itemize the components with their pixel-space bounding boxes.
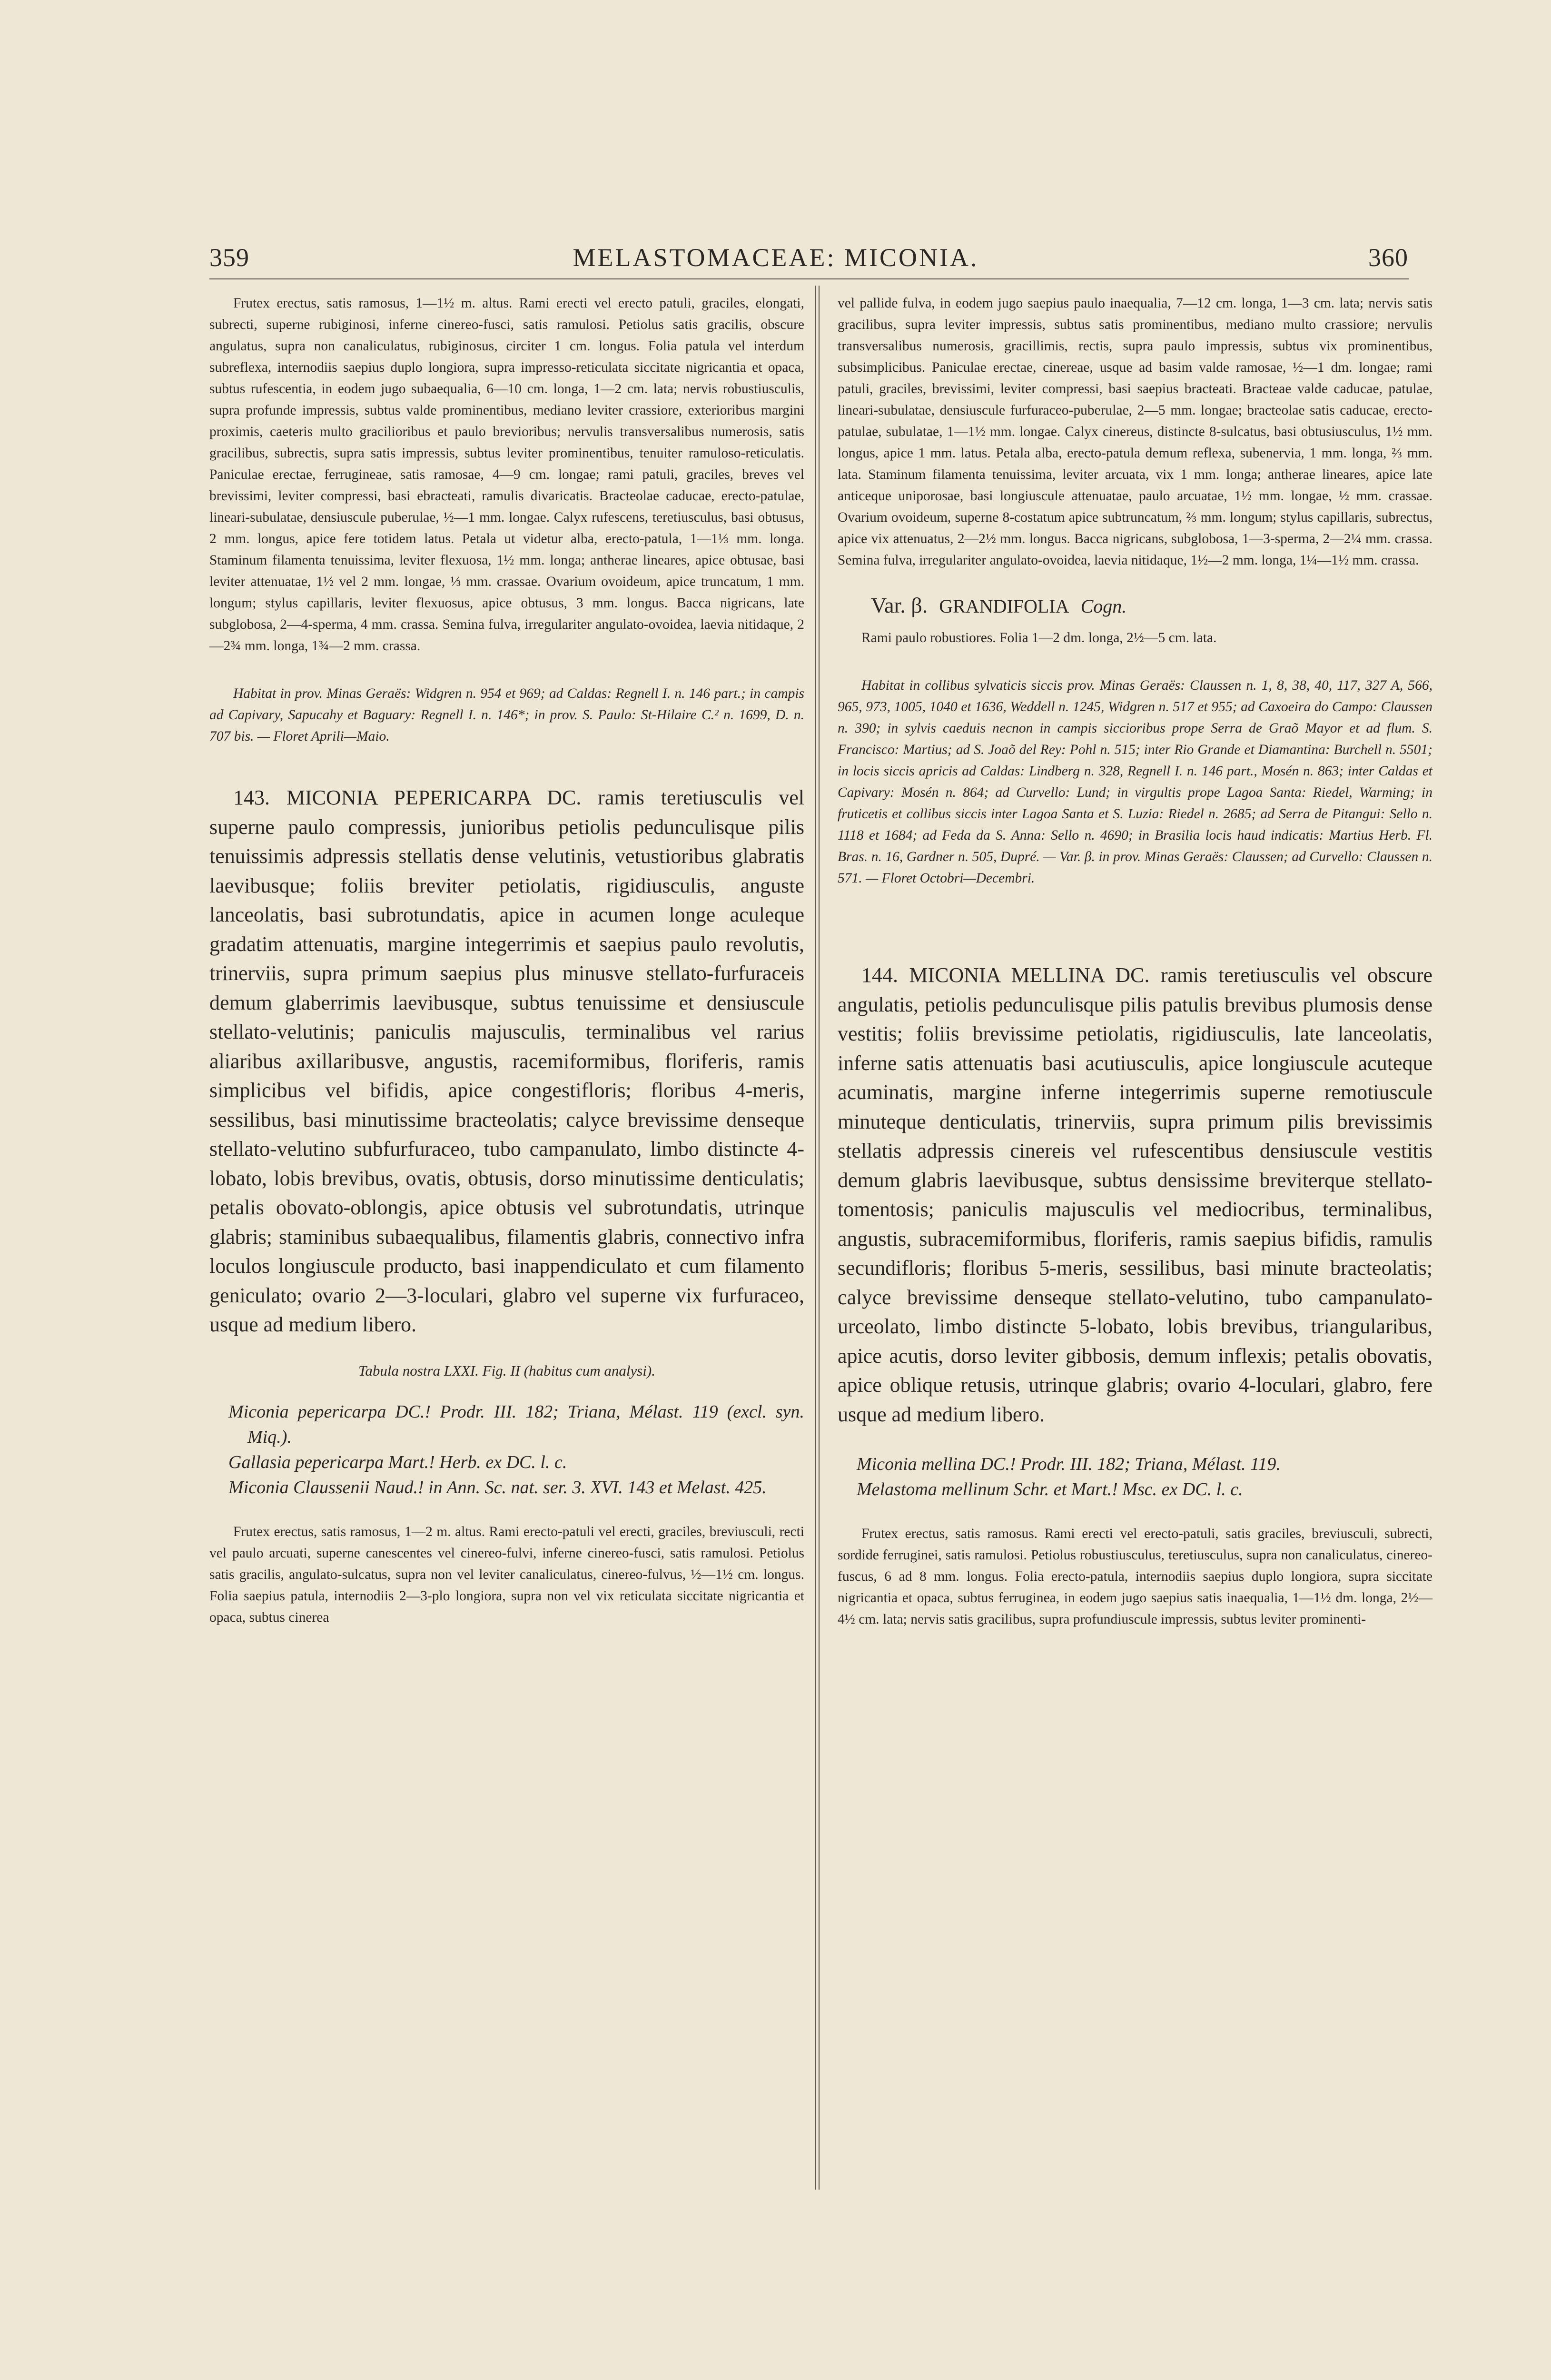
entry-143-description-continued: vel pallide fulva, in eodem jugo saepius paulo inaequalia, 7—12 cm. longa, 1—3 cm. lata; nervis satis gracilibus, supra leviter impressis, subtus satis prominentibus, mediano multo crassiore; nervulis transversalibus numerosis, gracillimis, rectis, supra paulo impressis, subtus vix prominentibus, subsimplicibus. Paniculae erectae, cinereae, usque ad basim valde ramosae, ½—1 dm. longae; rami patuli, graciles, brevissimi, leviter compressi, basi saepius bracteati. Bracteae valde caducae, patulae, lineari-subulatae, densiuscule furfuraceo-puberulae, 2—5 mm. longae; bracteolae satis caducae, erecto-patulae, subulatae, 1—1½ mm. longae. Calyx cinereus, distincte 8-sulcatus, basi obtusiusculus, 1½ mm. longus, apice 1 mm. latus. Petala alba, erecto-patula demum reflexa, subenervia, 1 mm. longa, ⅔ mm. lata. Staminum filamenta tenuissima, leviter arcuata, vix 1 mm. longa; antherae lineares, apice late anticeque uniporosae, basi longiuscule attenuatae, paulo arcuatae, 1½ mm. longae, ½ mm. crassae. Ovarium ovoideum, superne 8-costatum apice subtruncatum, ⅔ mm. longum; stylus capillaris, subrectus, apice vix attenuatus, 2—2½ mm. longus. Bacca nigricans, subglobosa, 1—3-sperma, 2—2¼ mm. crassa. Semina fulva, irregulariter angulato-ovoidea, laevia nitidaque, 1½—2 mm. longa, 1¼—1½ mm. crassa.	[838, 296, 1432, 568]
description-previous-species: Frutex erectus, satis ramosus, 1—1½ m. altus. Rami erecti vel erecto patuli, graciles, elongati, subrecti, superne rubiginosi, inferne cinereo-fusci, satis ramulosi. Petiolus satis gracilis, obscure angulatus, supra non canaliculatus, rubiginosus, circiter 1 cm. longus. Folia patula vel interdum subreflexa, internodiis saepius duplo longiora, supra impresso-reticulata siccitate nigricantia et opaca, subtus rufescentia, in eodem jugo subaequalia, 6—10 cm. longa, 1—2 cm. lata; nervis robustiusculis, supra profunde impressis, subtus valde prominentibus, mediano leviter crassiore, exterioribus margini proximis, caeteris multo gracilioribus et paulo brevioribus; nervulis transversalibus numerosis, satis gracilibus, subrectis, supra satis impressis, subtus leviter prominentibus, tenuiter ramuloso-reticulatis. Paniculae erectae, ferrugineae, satis ramosae, 4—9 cm. longae; rami patuli, graciles, breves vel brevissimi, leviter compressi, basi ebracteati, ramulis divaricatis. Bracteolae caducae, erecto-patulae, lineari-subulatae, densiuscule puberulae, ½—1 mm. longae. Calyx rufescens, teretiusculus, basi obtusus, 2 mm. longus, apice fere totidem latus. Petala ut videtur alba, erecto-patula, 1—1⅓ mm. longa. Staminum filamenta tenuissima, leviter flexuosa, 1½ mm. longa; antherae lineares, apice obtusae, basi leviter attenuatae, 1½ vel 2 mm. longae, ⅓ mm. crassae. Ovarium ovoideum, apice truncatum, 1 mm. longum; stylus capillaris, leviter flexuosus, apice obtusus, 3 mm. longus. Bacca nigricans, late subglobosa, 2—4-sperma, 4 mm. crassa. Semina fulva, irregulariter angulato-ovoidea, laevia nitidaque, 2—2¾ mm. longa, 1¾—2 mm. crassa.	[209, 296, 804, 654]
habitat-143: Habitat in collibus sylvaticis siccis prov. Minas Geraës: Claussen n. 1, 8, 38, 40, 117, 327 A, 566, 965, 973, 1005, 1040 et 1636, Weddell n. 1245, Widgren n. 517 et 955; ad Caxoeira do Campo: Claussen n. 390; in sylvis caeduis necnon in campis siccioribus prope Serra de Graõ Mayor et ad flum. S. Francisco: Martius; ad S. Joaõ del Rey: Pohl n. 515; inter Rio Grande et Diamantina: Burchell n. 5501; in locis siccis apricis ad Caldas: Lindberg n. 328, Regnell I. n. 146 part., Mosén n. 863; inter Caldas et Capivary: Mosén n. 864; ad Curvello: Lund; in virgultis prope Lagoa Santa: Riedel, Warming; in fruticetis et collibus siccis inter Lagoa Santa et S. Luzia: Riedel n. 2685; ad Serra de Pitangui: Sello n. 1118 et 1684; ad Feda da S. Anna: Sello n. 4690; in Brasilia locis haud indicatis: Martius Herb. Fl. Bras. n. 16, Gardner n. 505, Dupré. — Var. β. in prov. Minas Geraës: Claussen; ad Curvello: Claussen n. 571. — Floret Octobri—Decembri.	[838, 678, 1432, 886]
variety-heading	[871, 593, 1432, 618]
header-rule	[209, 278, 1409, 279]
entry-143-diagnosis: 143. MICONIA PEPERICARPA DC. ramis teretiusculis vel superne paulo compressis, junioribus petiolis pedunculisque pilis tenuissimis adpressis stellatis dense velutinis, vetustioribus glabratis laevibusque; foliis breviter petiolatis, rigidiusculis, anguste lanceolatis, basi subrotundatis, apice in acumen longe aculeque gradatim attenuatis, margine integerrimis et saepius paulo revolutis, trinerviis, supra primum saepius plus minusve stellato-furfuraceis demum glaberrimis laevibusque, subtus tenuissime et densiuscule stellato-velutinis; paniculis majusculis, terminalibus vel rarius aliaribus axillaribusve, angustis, racemiformibus, floriferis, ramis simplicibus vel bifidis, apice congestifloris; floribus 4-meris, sessilibus, basi minutissime bracteolatis; calyce brevissime denseque stellato-velutino subfurfuraceo, tubo campanulato, limbo distincte 4-lobato, lobis brevibus, ovatis, obtusis, dorso minutissime denticulatis; petalis obovato-oblongis, apice obtusis vel subrotundatis, utrinque glabris; staminibus subaequalibus, filamentis glabris, connectivo infra loculos longiuscule producto, basi inappendiculato et cum filamento geniculato; ovario 2—3-loculari, glabro vel superne vix furfuraceo, usque ad medium libero.	[209, 786, 804, 1336]
variety-label: Var. β.	[871, 593, 928, 617]
left-column	[209, 293, 804, 1628]
right-column	[838, 293, 1432, 1630]
variety-description: Rami paulo robustiores. Folia 1—2 dm. longa, 2½—5 cm. lata.	[861, 630, 1217, 645]
running-title: MELASTOMACEAE: MICONIA.	[573, 243, 979, 272]
citation-144-2: Melastoma mellinum Schr. et Mart.! Msc. ex DC. l. c.	[857, 1479, 1243, 1499]
citation-143-1: Miconia pepericarpa DC.! Prodr. III. 182; Triana, Mélast. 119 (excl. syn. Miq.).	[228, 1401, 804, 1447]
citation-143-3: Miconia Claussenii Naud.! in Ann. Sc. nat. ser. 3. XVI. 143 et Melast. 425.	[228, 1477, 767, 1497]
citation-143-2: Gallasia pepericarpa Mart.! Herb. ex DC. l. c.	[228, 1452, 567, 1472]
plate-reference: Tabula nostra LXXI. Fig. II (habitus cum analysi).	[358, 1362, 655, 1379]
entry-144-description: Frutex erectus, satis ramosus. Rami erecti vel erecto-patuli, satis graciles, breviusculi, subrecti, sordide ferruginei, satis ramulosi. Petiolus robustiusculus, teretiusculus, supra non canaliculatus, cinereo-fuscus, 6 ad 8 mm. longus. Folia erecto-patula, internodiis saepius duplo longiora, supra siccitate nigricantia et opaca, subtus ferruginea, in eodem jugo saepius satis inaequalia, 1—1½ dm. longa, 2½—4½ cm. lata; nervis satis gracilibus, supra profundiuscule impressis, subtus leviter prominenti-	[838, 1526, 1432, 1627]
citation-144-1: Miconia mellina DC.! Prodr. III. 182; Triana, Mélast. 119.	[857, 1454, 1281, 1474]
variety-author: Cogn.	[1080, 595, 1127, 617]
right-page-number: 360	[1368, 243, 1408, 272]
left-page-number: 359	[209, 243, 249, 272]
entry-143-description: Frutex erectus, satis ramosus, 1—2 m. altus. Rami erecto-patuli vel erecti, graciles, breviusculi, recti vel paulo arcuati, superne canescentes vel cinereo-fulvi, inferne cinereo-fusci, satis ramulosi. Petiolus satis gracilis, angulato-sulcatus, supra non vel leviter canaliculatus, cinereo-fulvus, ½—1½ cm. longus. Folia saepius patula, internodiis 2—3-plo longiora, supra non vel vix reticulata siccitate nigricantia et opaca, subtus cinerea	[209, 1524, 804, 1625]
habitat-previous-species: Habitat in prov. Minas Geraës: Widgren n. 954 et 969; ad Caldas: Regnell I. n. 146 part.; in campis ad Capivary, Sapucahy et Baguary: Regnell I. n. 146*; in prov. S. Paulo: St-Hilaire C.² n. 1699, D. n. 707 bis. — Floret Aprili—Maio.	[209, 686, 804, 744]
variety-name: GRANDIFOLIA	[939, 595, 1069, 617]
column-divider	[815, 286, 820, 2190]
entry-144-diagnosis: 144. MICONIA MELLINA DC. ramis teretiusculis vel obscure angulatis, petiolis pedunculisque pilis patulis brevibus plumosis dense vestitis; foliis brevissime petiolatis, rigidiusculis, late lanceolatis, inferne satis attenuatis basi acutiusculis, apice longiuscule acuteque acuminatis, margine inferne integerrimis superne remotiuscule minuteque denticulatis, trinerviis, supra primum pilis brevissimis stellatis adpressis cinereis vel rufescentibus densiuscule vestitis demum glabris laevibusque, subtus densissime breviterque stellato-tomentosis; paniculis majusculis vel mediocribus, terminalibus, angustis, subracemiformibus, floriferis, ramis saepius bifidis, ramulis secundifloris; floribus 5-meris, sessilibus, basi minute bracteolatis; calyce brevissime denseque stellato-velutino, tubo campanulato-urceolato, limbo distincte 5-lobato, lobis brevibus, triangularibus, apice acutis, dorso leviter gibbosis, demum inflexis; petalis obovatis, apice oblique retusis, utrinque glabris; ovario 4-loculari, glabro, fere usque ad medium libero.	[838, 963, 1432, 1426]
